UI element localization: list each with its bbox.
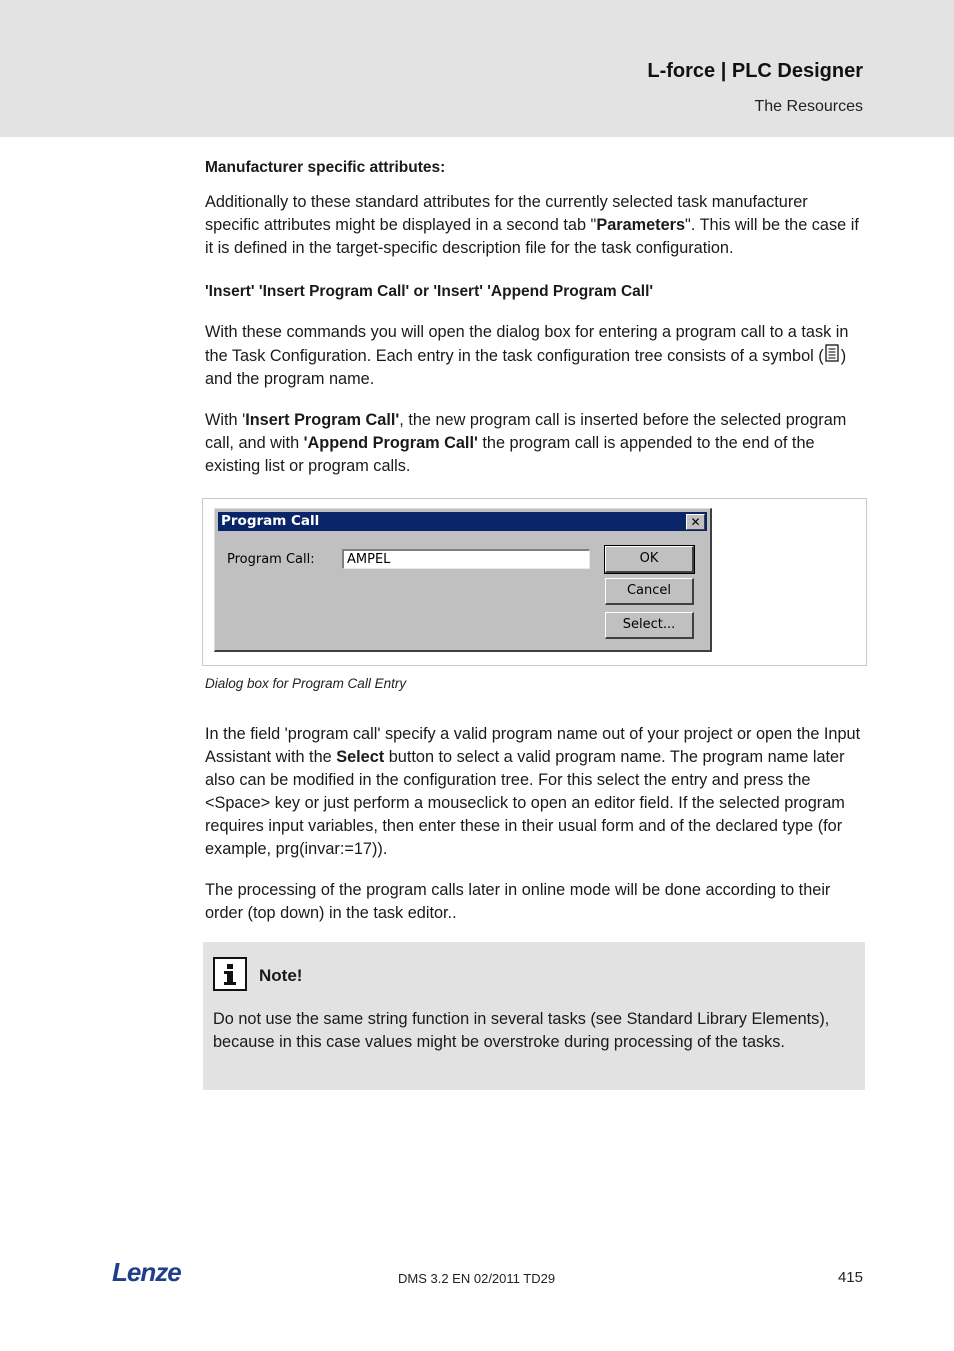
paragraph [205,321,865,391]
section-insert-program-call [205,280,865,478]
paragraph [205,723,865,861]
section-manufacturer-attributes [205,156,865,260]
text-run: ) and the program name. [205,347,847,388]
info-icon [213,957,247,991]
figure-caption: Dialog box for Program Call Entry [205,676,407,691]
select-button[interactable]: Select... [605,612,694,639]
cancel-button[interactable]: Cancel [605,578,694,605]
note-body: Do not use the same string function in several tasks (see Standard Library Elements), because in this case values might be overstroke during processing of the tasks. [213,1010,830,1051]
section-heading: 'Insert' 'Insert Program Call' or 'Insert' 'Append Program Call' [205,283,654,300]
text-run: ". This will be the case if it is defined in the target-specific description file for the task configuration. [205,216,859,257]
text-run: the program call is appended to the end of the existing list or program calls. [205,434,815,475]
text-run: , the new program call is inserted before the selected program call, and with [205,411,847,452]
text-run: button to select a valid program name. The program name later also can be modified in the configuration tree. For this select the entry and press the <Space> key or just perform a mouseclick to open an editor field. If the selected program requires input variables, then enter these in their usual form and of the declared type (for example, prg(invar:=17)). [205,748,845,858]
program-call-label: Program Call: [227,552,315,567]
document-id: DMS 3.2 EN 02/2011 TD29 [398,1271,556,1286]
paragraph [205,409,865,478]
ok-button[interactable]: OK [605,546,694,573]
bold-term: Parameters [596,216,686,234]
section-program-call-usage [205,723,865,925]
bold-term: 'Append Program Call' [303,434,478,452]
section-heading: Manufacturer specific attributes: [205,159,446,176]
note-box [203,942,865,1090]
text-run: With these commands you will open the dialog box for entering a program call to a task in the Task Configuration. Each entry in the task configuration tree consists of a symbol ( [205,323,849,365]
lenze-logo [112,1259,192,1292]
page-number: 415 [837,1269,863,1286]
close-icon[interactable]: ✕ [686,514,705,530]
dialog-title-bar [218,512,707,531]
chapter-title: The Resources [754,98,863,115]
dialog-title: Program Call [221,513,320,529]
paragraph: The processing of the program calls later in online mode will be done according to their order (top down) in the task editor.. [205,881,831,922]
program-call-input[interactable]: AMPEL [342,549,590,569]
text-run: With ' [205,411,246,429]
document-title: L-force | PLC Designer [647,60,863,82]
figure-frame [202,498,867,666]
page-header [0,0,954,137]
text-run: In the field 'program call' specify a valid program name out of your project or open the Input Assistant with the [205,725,861,766]
program-call-symbol-icon [825,344,840,362]
bold-term: Insert Program Call' [245,411,400,429]
bold-term: Select [336,748,385,766]
text-run: Additionally to these standard attributes for the currently selected task manufacturer specific attributes might be displayed in a second tab " [205,193,808,234]
program-call-dialog [214,508,712,652]
note-title: Note! [259,966,303,985]
svg-text:Lenze: Lenze [112,1259,181,1287]
paragraph [205,191,865,260]
